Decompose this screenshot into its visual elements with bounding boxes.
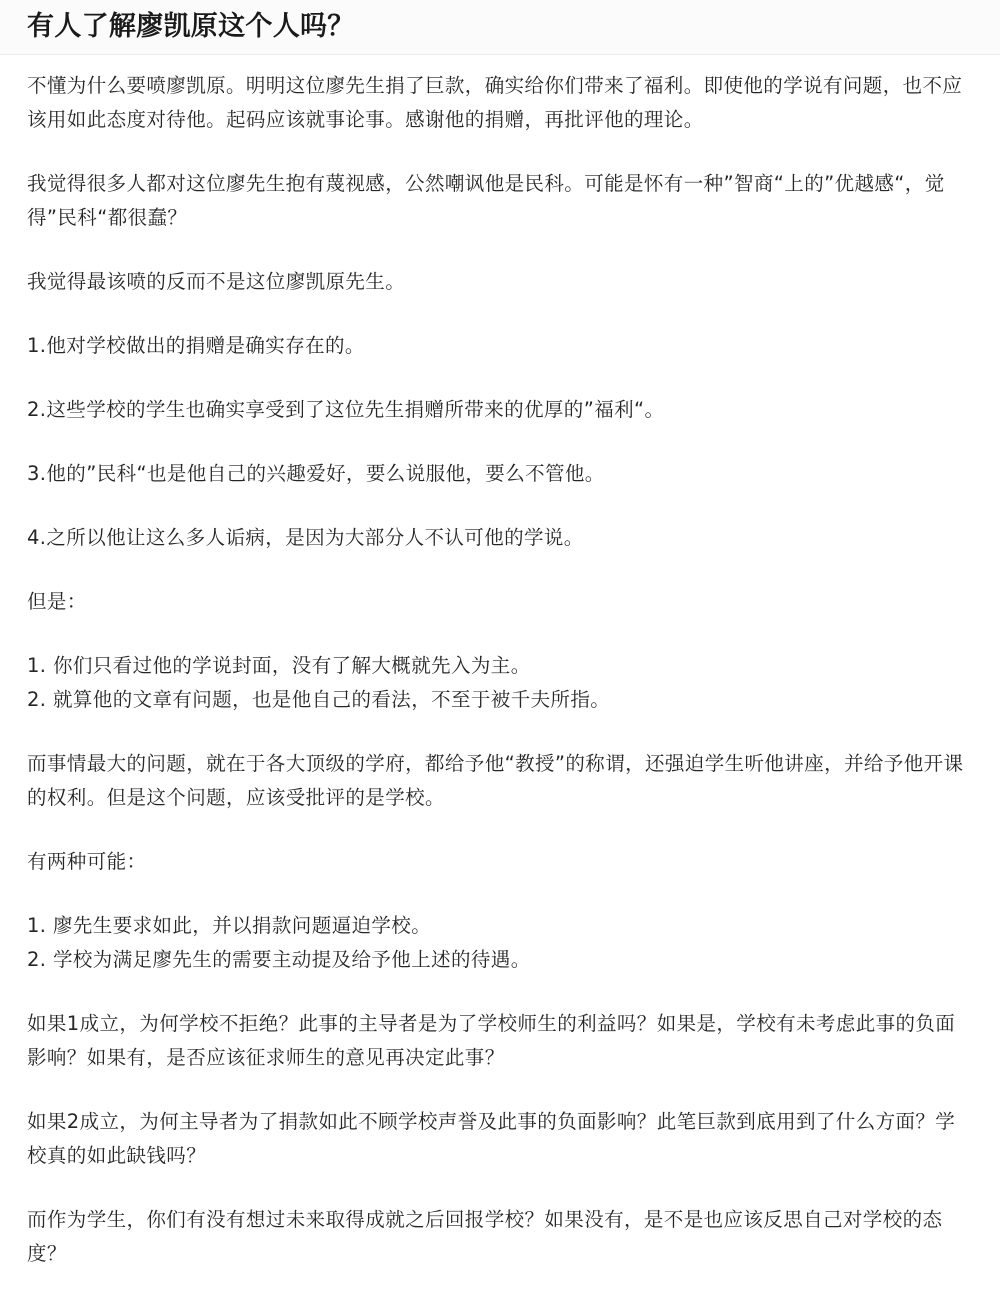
page-header	[0, 0, 1000, 55]
list-item-4: 4.之所以他让这么多人诟病，是因为大部分人不认可他的学说。	[27, 526, 584, 549]
paragraph-students: 而作为学生，你们有没有想过未来取得成就之后回报学校？如果没有，是不是也应该反思自己对学校的态度？	[27, 1208, 943, 1265]
possibility-item-2: 2. 学校为满足廖先生的需要主动提及给予他上述的待遇。	[27, 948, 531, 971]
but-item-1: 1. 你们只看过他的学说封面，没有了解大概就先入为主。	[27, 654, 531, 677]
paragraph-2: 我觉得很多人都对这位廖先生抱有蔑视感，公然嘲讽他是民科。可能是怀有一种”智商“上的”优越感“，觉得”民科“都很蠢？	[27, 172, 945, 229]
possibility-item-1: 1. 廖先生要求如此，并以捐款问题逼迫学校。	[27, 914, 432, 937]
list-item-1: 1.他对学校做出的捐赠是确实存在的。	[27, 334, 365, 357]
but-item-2: 2. 就算他的文章有问题，也是他自己的看法，不至于被千夫所指。	[27, 688, 611, 711]
list-item-2: 2.这些学校的学生也确实享受到了这位先生捐赠所带来的优厚的”福利“。	[27, 398, 665, 421]
paragraph-if-2: 如果2成立，为何主导者为了捐款如此不顾学校声誉及此事的负面影响？此笔巨款到底用到了什么方面？学校真的如此缺钱吗？	[27, 1110, 956, 1167]
list-item-3: 3.他的”民科“也是他自己的兴趣爱好，要么说服他，要么不管他。	[27, 462, 605, 485]
page-title: 有人了解廖凯原这个人吗？	[27, 11, 355, 42]
paragraph-1: 不懂为什么要喷廖凯原。明明这位廖先生捐了巨款，确实给你们带来了福利。即使他的学说有问题，也不应该用如此态度对待他。起码应该就事论事。感谢他的捐赠，再批评他的理论。	[27, 74, 963, 131]
post-body	[0, 55, 1000, 1271]
paragraph-if-1: 如果1成立，为何学校不拒绝？此事的主导者是为了学校师生的利益吗？如果是，学校有未考虑此事的负面影响？如果有，是否应该征求师生的意见再决定此事？	[27, 1012, 956, 1069]
paragraph-two-possibilities: 有两种可能：	[27, 850, 147, 873]
paragraph-main-issue: 而事情最大的问题，就在于各大顶级的学府，都给予他“教授”的称谓，还强迫学生听他讲座，并给予他开课的权利。但是这个问题，应该受批评的是学校。	[27, 752, 964, 809]
paragraph-3: 我觉得最该喷的反而不是这位廖凯原先生。	[27, 270, 406, 293]
paragraph-but: 但是：	[27, 590, 87, 613]
